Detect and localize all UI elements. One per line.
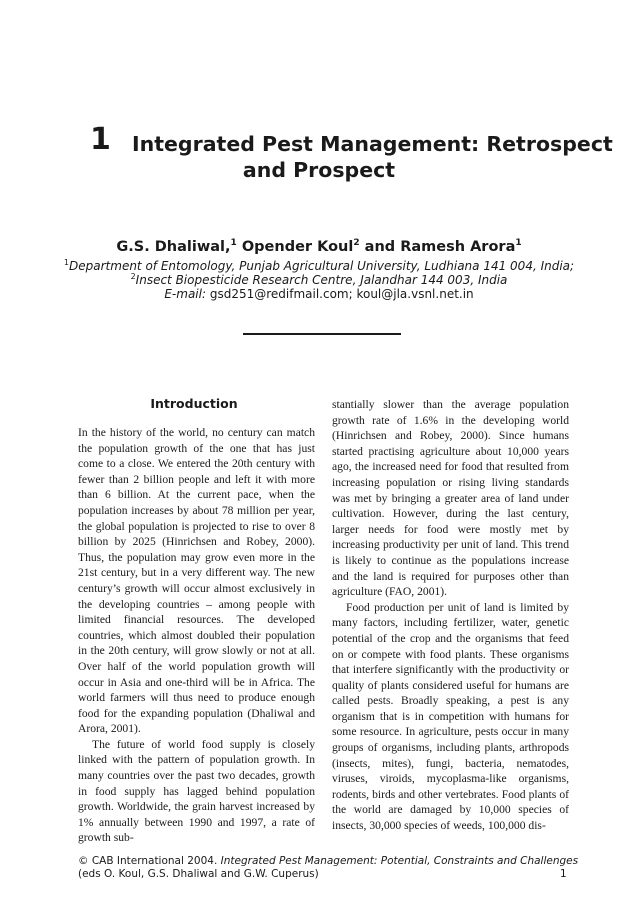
footer-copyright-line	[78, 855, 578, 868]
footer-editors: (eds O. Koul, G.S. Dhaliwal and G.W. Cuperus)	[78, 868, 319, 880]
email-addresses: gsd251@redifmail.com; koul@jla.vsnl.net.in	[206, 287, 474, 301]
paragraph: Food production per unit of land is limited by many factors, including fertilizer, water, genetic potential of the crop and the organisms that feed on or compete with food plants. These organisms that interfere significantly with the productivity or quality of plants considered useful for humans are called pests. Broadly speaking, a pest is any organism that is in competition with humans for some resource. In agriculture, pests occur in many groups of organisms, including plants, arthropods (insects, mites), fungi, bacteria, nematodes, viruses, viroids, mycoplasma-like organisms, rodents, birds and other vertebrates. Food plants of the world are damaged by 10,000 species of insects, 30,000 species of weeds, 100,000 dis-	[332, 600, 569, 833]
affiliation-1-text: Department of Entomology, Punjab Agricultural University, Ludhiana 141 004, India;	[69, 259, 575, 273]
section-heading-introduction: Introduction	[150, 396, 238, 411]
paragraph: stantially slower than the average population growth rate of 1.6% in the developing world (Hinrichsen and Robey, 2000). Since humans started practising agriculture about 10,000 years ago, the increased need for food that resulted from increasing population or rising living standards was met by bringing a greater area of land under cultivation. However, during the last century, larger needs for food were mostly met by increasing productivity per unit of land. This trend is likely to continue as the populations increase and the land is required for purposes other than agriculture (FAO, 2001).	[332, 398, 569, 599]
author-koul-affiliation-mark: 2	[353, 238, 360, 248]
email-line	[0, 287, 638, 301]
chapter-number: 1	[90, 122, 111, 157]
chapter-title-line-2: and Prospect	[242, 158, 396, 182]
author-list	[0, 238, 638, 255]
author-arora: and Ramesh Arora	[359, 238, 516, 255]
author-dhaliwal-affiliation-mark: 1	[230, 238, 237, 248]
body-column-left	[78, 425, 315, 846]
body-column-right	[332, 397, 569, 834]
author-dhaliwal: G.S. Dhaliwal,	[116, 238, 231, 255]
affiliation-1-mark: 1	[63, 258, 70, 267]
affiliation-1	[0, 258, 638, 273]
page-number: 1	[560, 868, 567, 880]
author-arora-affiliation-mark: 1	[515, 238, 522, 248]
paragraph: The future of world food supply is closely linked with the pattern of population growth. In many countries over the past two decades, growth in food supply has lagged behind population growth. Worldwide, the grain harvest increased by 1% annually between 1990 and 1997, a rate of growth sub-	[78, 737, 315, 845]
paragraph: In the history of the world, no century can match the population growth of the one that has just come to a close. We entered the 20th century with fewer than 2 billion people and left it with more than 6 billion. At the current pace, when the population increases by about 78 million per year, the global population is projected to rise to over 8 billion by 2025 (Hinrichsen and Robey, 2000). Thus, the population may grow even more in the 21st century, but in a very different way. The new century’s growth will occur almost exclusively in the developing countries – among people with limited financial resources. The developed countries, which almost doubled their population in the 20th century, will grow slowly or not at all. Over half of the world population growth will occur in Asia and one-third will be in Africa. The world farmers will thus need to produce enough food for the expanding population (Dhaliwal and Arora, 2001).	[78, 426, 315, 736]
footer-book-title: Integrated Pest Management: Potential, Constraints and Challenges	[220, 855, 579, 867]
author-koul: Opender Koul	[236, 238, 354, 255]
footer-copyright: © CAB International 2004.	[78, 855, 221, 867]
title-divider	[243, 333, 401, 335]
affiliation-2-mark: 2	[130, 272, 136, 281]
email-label: E-mail:	[164, 287, 207, 301]
affiliation-2	[0, 272, 638, 287]
affiliation-2-text: Insect Biopesticide Research Centre, Jalandhar 144 003, India	[135, 273, 508, 287]
chapter-title-line-1: Integrated Pest Management: Retrospect	[132, 132, 613, 156]
